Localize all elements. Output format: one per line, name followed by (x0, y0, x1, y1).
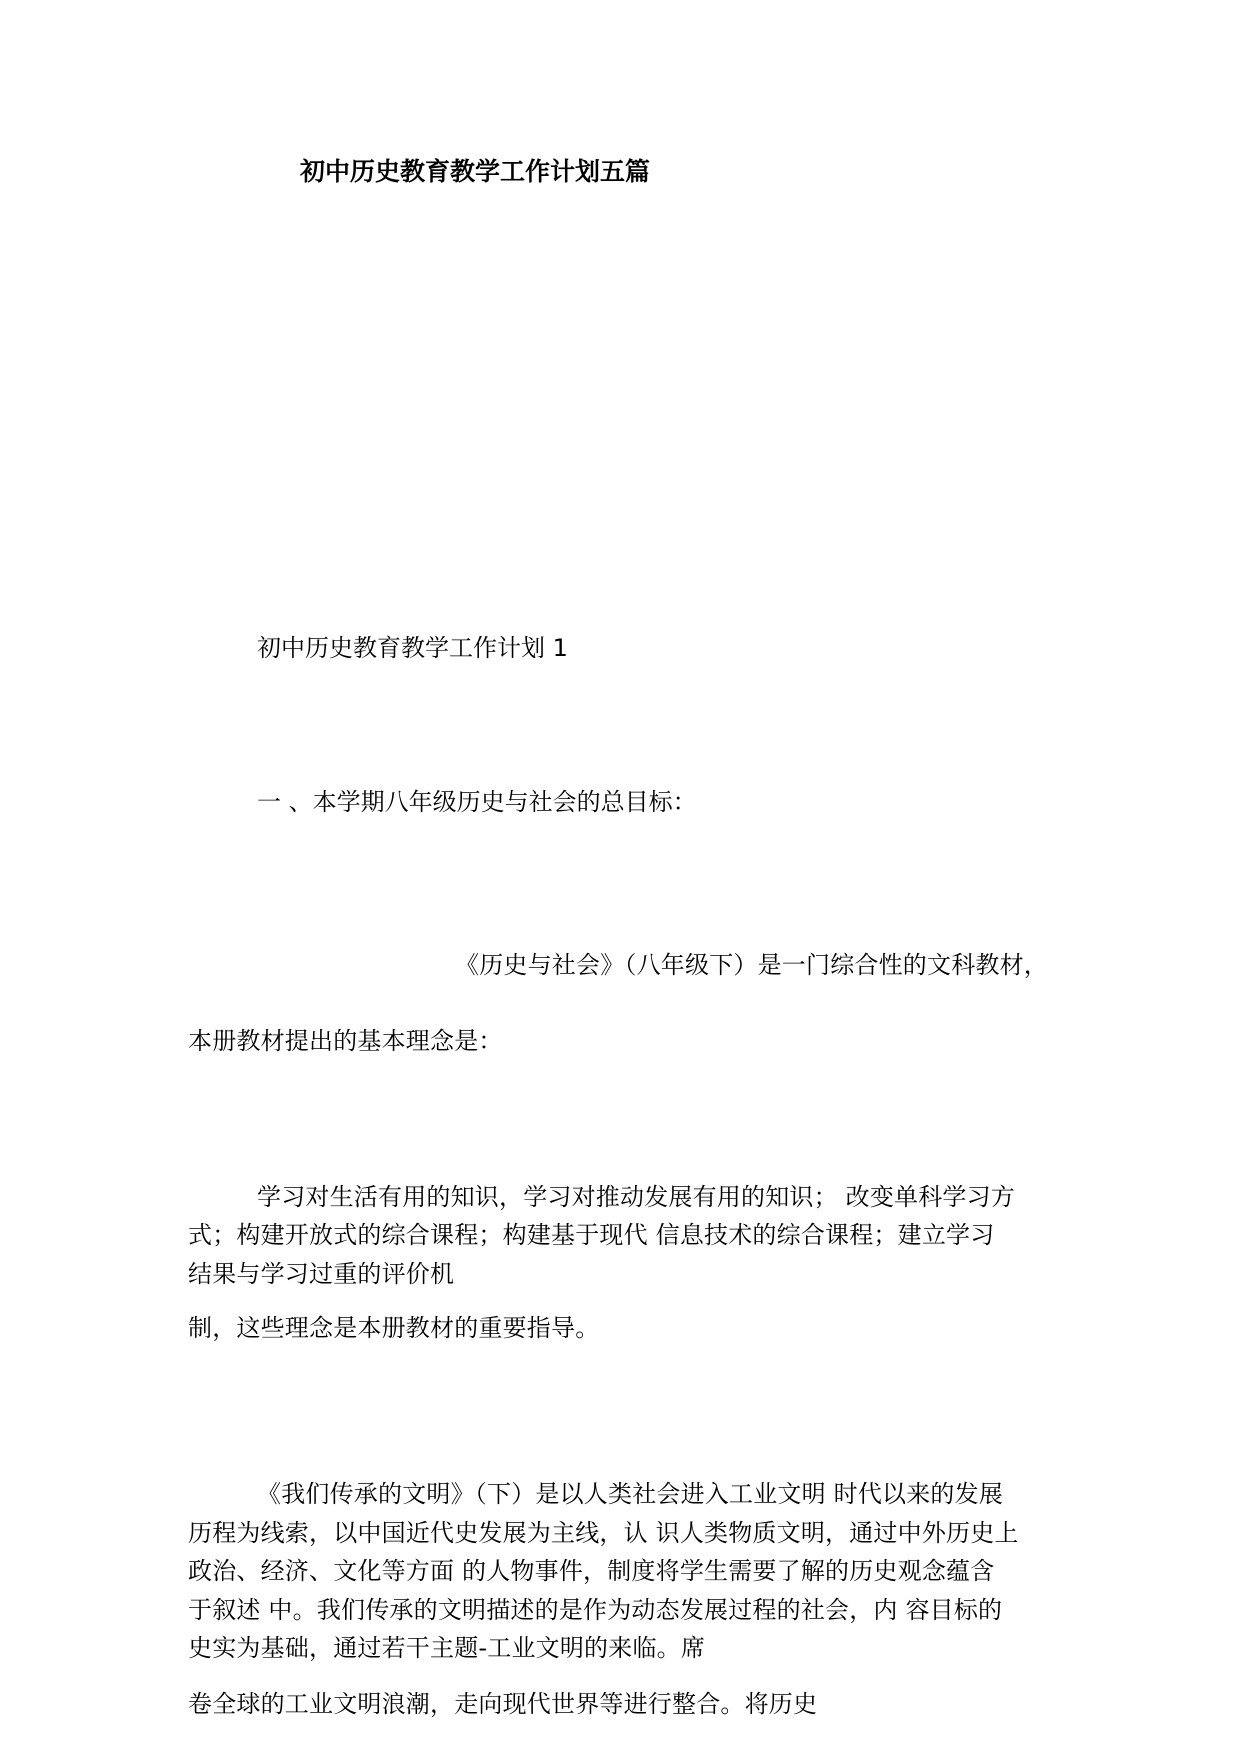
subheading: 一 、本学期八年级历史与社会的总目标： (257, 788, 697, 816)
paragraph-3-line-2: 历程为线索，以中国近代史发展为主线，认 识人类物质文明，通过中外历史上 (188, 1519, 1019, 1547)
document-title: 初中历史教育教学工作计划五篇 (300, 157, 651, 186)
paragraph-3-line-1: 《我们传承的文明》（下）是以人类社会进入工业文明 时代以来的发展 (257, 1480, 1004, 1508)
paragraph-1-line-2: 本册教材提出的基本理念是： (188, 1027, 503, 1055)
section-heading: 初中历史教育教学工作计划 1 (257, 634, 568, 662)
paragraph-3-line-5: 史实为基础，通过若干主题-工业文明的来临。席 (188, 1634, 706, 1662)
paragraph-3-line-4: 于叙述 中。我们传承的文明描述的是作为动态发展过程的社会，内 容目标的 (188, 1596, 1003, 1624)
paragraph-2-line-2: 式；构建开放式的综合课程；构建基于现代 信息技术的综合课程；建立学习 (188, 1221, 995, 1249)
paragraph-1-line-1: 《历史与社会》（八年级下）是一门综合性的文科教材， (455, 951, 1048, 979)
paragraph-3-line-3: 政治、经济、文化等方面 的人物事件，制度将学生需要了解的历史观念蕴含 (188, 1557, 995, 1585)
paragraph-2-line-1: 学习对生活有用的知识，学习对推动发展有用的知识； 改变单科学习方 (257, 1183, 1016, 1211)
paragraph-3-line-6: 卷全球的工业文明浪潮，走向现代世界等进行整合。将历史 (188, 1690, 818, 1718)
paragraph-2-line-4: 制，这些理念是本册教材的重要指导。 (188, 1314, 600, 1342)
paragraph-2-line-3: 结果与学习过重的评价机 (188, 1260, 455, 1288)
